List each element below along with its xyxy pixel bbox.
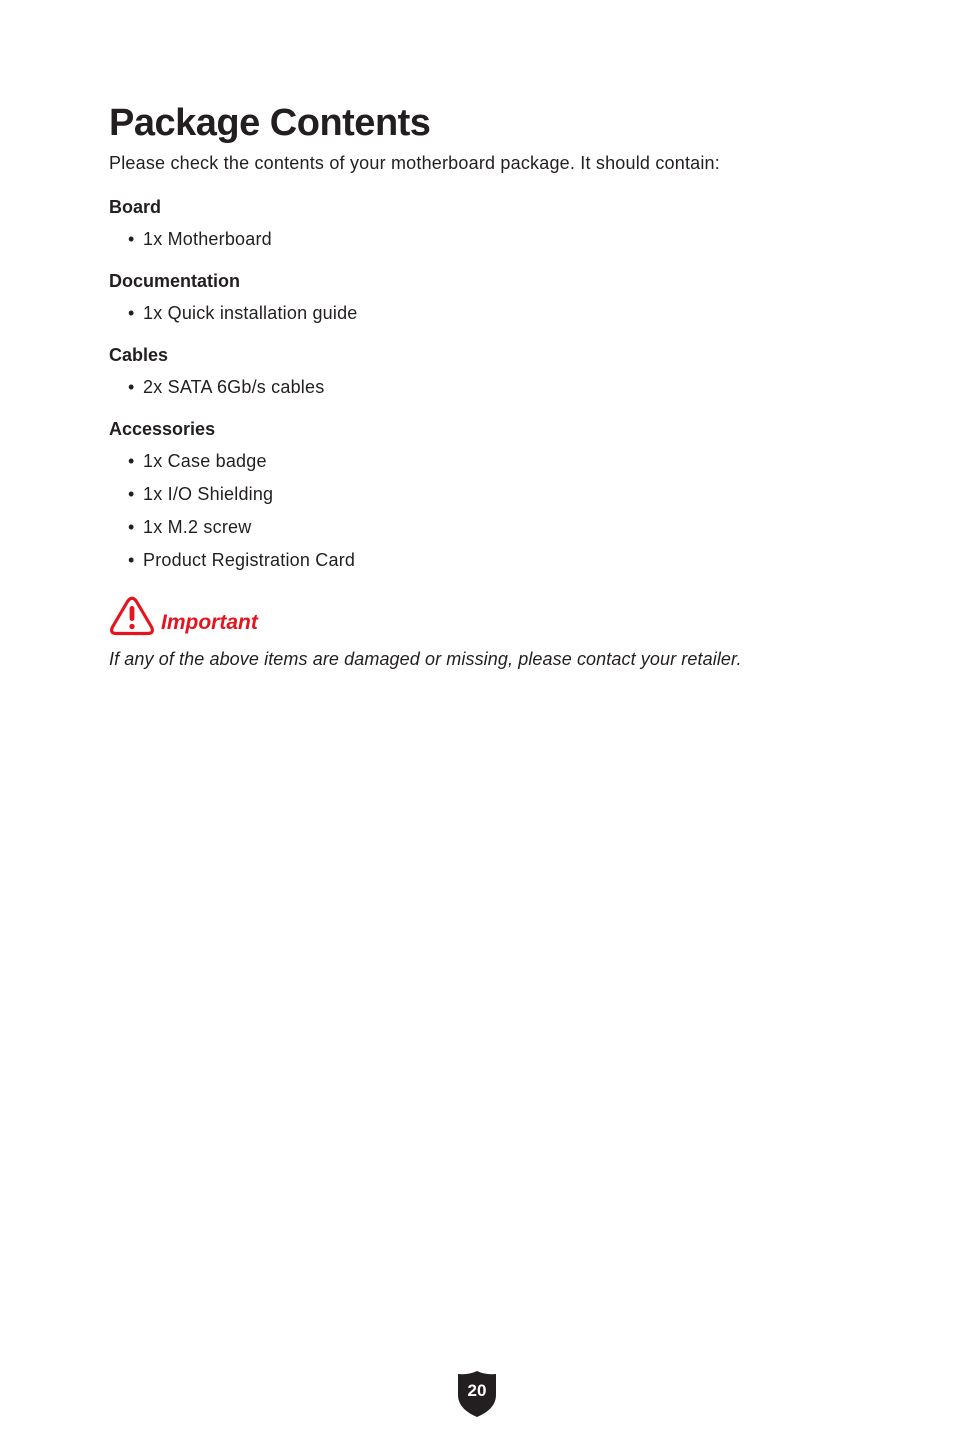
list-item xyxy=(109,544,849,577)
warning-triangle-icon xyxy=(109,596,155,636)
list-item xyxy=(109,478,849,511)
item-list xyxy=(109,223,849,256)
list-item-text: 1x Motherboard xyxy=(143,229,272,249)
important-text: If any of the above items are damaged or missing, please contact your retailer. xyxy=(109,649,742,669)
item-list xyxy=(109,445,849,577)
important-label: Important xyxy=(161,611,258,634)
page-number: 20 xyxy=(467,1381,487,1400)
important-notice-header xyxy=(109,596,258,636)
bullet-icon: • xyxy=(128,229,135,249)
list-item xyxy=(109,297,849,330)
bullet-icon: • xyxy=(128,303,135,323)
list-item-text: 1x I/O Shielding xyxy=(143,484,274,504)
list-item-text: 1x Quick installation guide xyxy=(143,303,358,323)
bullet-icon: • xyxy=(128,451,135,471)
list-item xyxy=(109,223,849,256)
list-item-text: Product Registration Card xyxy=(143,550,356,570)
section-heading: Cables xyxy=(109,345,169,365)
contents-sections xyxy=(109,193,849,588)
section-cables xyxy=(109,341,849,404)
section-documentation xyxy=(109,267,849,330)
item-list xyxy=(109,297,849,330)
bullet-icon: • xyxy=(128,377,135,397)
list-item xyxy=(109,445,849,478)
list-item-text: 2x SATA 6Gb/s cables xyxy=(143,377,325,397)
page-number-badge xyxy=(457,1370,497,1418)
section-heading: Accessories xyxy=(109,419,216,439)
list-item xyxy=(109,511,849,544)
item-list xyxy=(109,371,849,404)
intro-text: Please check the contents of your motherboard package. It should contain: xyxy=(109,153,720,173)
section-heading: Documentation xyxy=(109,271,241,291)
list-item-text: 1x Case badge xyxy=(143,451,267,471)
bullet-icon: • xyxy=(128,517,135,537)
bullet-icon: • xyxy=(128,550,135,570)
section-accessories xyxy=(109,415,849,577)
list-item xyxy=(109,371,849,404)
section-board xyxy=(109,193,849,256)
page-title: Package Contents xyxy=(109,102,431,144)
section-heading: Board xyxy=(109,197,162,217)
bullet-icon: • xyxy=(128,484,135,504)
list-item-text: 1x M.2 screw xyxy=(143,517,252,537)
